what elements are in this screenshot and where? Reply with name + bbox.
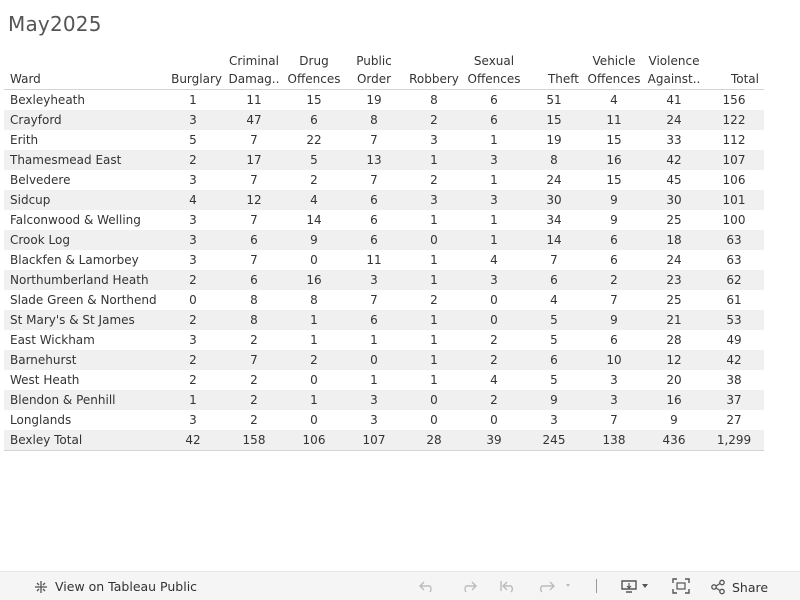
count-cell[interactable]: 1	[464, 230, 524, 250]
count-cell[interactable]: 63	[726, 253, 742, 267]
count-cell[interactable]: 2	[430, 293, 438, 307]
column-header-burglary[interactable]: Burglary	[162, 52, 224, 90]
count-cell[interactable]: 6	[370, 213, 378, 227]
table-header-row	[4, 52, 764, 90]
table-row	[4, 230, 764, 250]
column-header-public-order[interactable]: Public Order	[344, 52, 404, 90]
undo-icon[interactable]	[418, 578, 438, 594]
count-cell[interactable]: 8	[524, 150, 584, 170]
count-cell[interactable]: 2	[250, 413, 258, 427]
count-cell[interactable]: 3	[464, 270, 524, 290]
count-cell[interactable]: 25	[666, 293, 682, 307]
tableau-logo-icon	[34, 580, 48, 594]
count-cell[interactable]: 158	[224, 430, 284, 451]
view-on-tableau-link[interactable]	[34, 579, 197, 594]
count-cell[interactable]: 100	[722, 213, 746, 227]
ward-name-cell[interactable]: Slade Green & Northend	[10, 293, 157, 307]
ward-name-cell[interactable]: Erith	[10, 133, 39, 147]
count-cell[interactable]: 3	[162, 110, 224, 130]
table-row	[4, 250, 764, 270]
count-cell[interactable]: 2	[464, 350, 524, 370]
count-cell[interactable]: 4	[550, 293, 558, 307]
count-cell[interactable]: 6	[610, 333, 618, 347]
crime-table	[4, 52, 764, 451]
count-cell[interactable]: 6	[584, 230, 644, 250]
count-cell[interactable]: 3	[162, 230, 224, 250]
count-cell[interactable]: 49	[726, 333, 742, 347]
column-header-sexual-offences[interactable]: Sexual Offences	[464, 52, 524, 90]
count-cell[interactable]: 0	[430, 413, 438, 427]
count-cell[interactable]: 6	[284, 110, 344, 130]
ward-name-cell[interactable]: West Heath	[10, 373, 80, 387]
total-row	[4, 430, 764, 451]
table-row	[4, 110, 764, 130]
view-on-tableau-label: View on Tableau Public	[55, 579, 198, 594]
count-cell[interactable]: 9	[524, 390, 584, 410]
count-cell[interactable]: 25	[666, 213, 682, 227]
count-cell[interactable]: 39	[464, 430, 524, 451]
count-cell[interactable]: 436	[644, 430, 704, 451]
count-cell[interactable]: 6	[490, 93, 498, 107]
count-cell[interactable]: 1	[284, 310, 344, 330]
ward-name-cell[interactable]: Barnehurst	[4, 350, 162, 370]
redo-icon[interactable]	[458, 578, 478, 594]
ward-name-cell[interactable]: Blackfen & Lamorbey	[10, 253, 139, 267]
count-cell[interactable]: 12	[224, 190, 284, 210]
count-cell[interactable]: 1	[490, 173, 498, 187]
download-icon[interactable]	[620, 578, 652, 594]
count-cell[interactable]: 2	[250, 333, 258, 347]
count-cell[interactable]: 47	[224, 110, 284, 130]
count-cell[interactable]: 3	[430, 133, 438, 147]
count-cell[interactable]: 101	[704, 190, 764, 210]
count-cell[interactable]: 2	[162, 350, 224, 370]
count-cell[interactable]: 16	[284, 270, 344, 290]
count-cell[interactable]: 106	[722, 173, 746, 187]
count-cell[interactable]: 106	[284, 430, 344, 451]
count-cell[interactable]: 42	[704, 350, 764, 370]
column-header-ward[interactable]: Ward	[4, 52, 162, 90]
count-cell[interactable]: 7	[250, 133, 258, 147]
count-cell[interactable]: 2	[189, 373, 197, 387]
count-cell[interactable]: 6	[224, 270, 284, 290]
count-cell[interactable]: 4	[162, 190, 224, 210]
count-cell[interactable]: 1	[404, 350, 464, 370]
count-cell[interactable]: 24	[666, 253, 682, 267]
table-row	[4, 410, 764, 430]
count-cell[interactable]: 7	[250, 213, 258, 227]
count-cell[interactable]: 37	[704, 390, 764, 410]
count-cell[interactable]: 3	[189, 413, 197, 427]
count-cell[interactable]: 30	[524, 190, 584, 210]
ward-name-cell[interactable]: Longlands	[10, 413, 72, 427]
count-cell[interactable]: 2	[162, 150, 224, 170]
count-cell[interactable]: 34	[546, 213, 562, 227]
count-cell[interactable]: 2	[490, 333, 498, 347]
count-cell[interactable]: 13	[344, 150, 404, 170]
count-cell[interactable]: 42	[162, 430, 224, 451]
count-cell[interactable]: 1	[310, 333, 318, 347]
table-row	[4, 190, 764, 210]
count-cell[interactable]: 3	[404, 190, 464, 210]
count-cell[interactable]: 6	[464, 110, 524, 130]
count-cell[interactable]: 6	[344, 230, 404, 250]
count-cell[interactable]: 1	[404, 270, 464, 290]
count-cell[interactable]: 11	[584, 110, 644, 130]
count-cell[interactable]: 1	[430, 253, 438, 267]
count-cell[interactable]: 6	[524, 270, 584, 290]
count-cell[interactable]: 6	[610, 253, 618, 267]
toolbar-separator	[596, 579, 597, 593]
count-cell[interactable]: 3	[550, 413, 558, 427]
count-cell[interactable]: 20	[666, 373, 682, 387]
count-cell[interactable]: 0	[189, 293, 197, 307]
count-cell[interactable]: 14	[306, 213, 322, 227]
count-cell[interactable]: 3	[344, 390, 404, 410]
table-row	[4, 310, 764, 330]
count-cell[interactable]: 28	[404, 430, 464, 451]
count-cell[interactable]: 7	[610, 413, 618, 427]
count-cell[interactable]: 5	[550, 333, 558, 347]
count-cell[interactable]: 16	[584, 150, 644, 170]
count-cell[interactable]: 7	[250, 173, 258, 187]
ward-name-cell[interactable]: Belvedere	[10, 173, 71, 187]
ward-name-cell[interactable]: Crook Log	[4, 230, 162, 250]
count-cell[interactable]: 3	[189, 253, 197, 267]
count-cell[interactable]: 2	[430, 173, 438, 187]
table-row	[4, 130, 764, 150]
count-cell[interactable]: 1	[404, 310, 464, 330]
count-cell[interactable]: 19	[546, 133, 562, 147]
count-cell[interactable]: 3	[610, 373, 618, 387]
count-cell[interactable]: 1	[370, 333, 378, 347]
count-cell[interactable]: 6	[224, 230, 284, 250]
count-cell[interactable]: 1	[404, 150, 464, 170]
count-cell[interactable]: 0	[464, 310, 524, 330]
count-cell[interactable]: 3	[189, 333, 197, 347]
count-cell[interactable]: 107	[704, 150, 764, 170]
count-cell[interactable]: 10	[584, 350, 644, 370]
tableau-toolbar	[0, 571, 800, 600]
count-cell[interactable]: 7	[250, 253, 258, 267]
count-cell[interactable]: 11	[246, 93, 262, 107]
count-cell[interactable]: 2	[250, 373, 258, 387]
count-cell[interactable]: 2	[284, 350, 344, 370]
count-cell[interactable]: 41	[666, 93, 682, 107]
count-cell[interactable]: 245	[524, 430, 584, 451]
count-cell[interactable]: 5	[524, 310, 584, 330]
count-cell[interactable]: 3	[189, 173, 197, 187]
total-label[interactable]: Bexley Total	[4, 430, 162, 451]
count-cell[interactable]: 3	[584, 390, 644, 410]
count-cell[interactable]: 51	[546, 93, 562, 107]
fullscreen-icon[interactable]	[672, 578, 690, 594]
count-cell[interactable]: 8	[250, 293, 258, 307]
count-cell[interactable]: 15	[524, 110, 584, 130]
count-cell[interactable]: 9	[584, 310, 644, 330]
count-cell[interactable]: 7	[370, 293, 378, 307]
count-cell[interactable]: 1	[430, 213, 438, 227]
count-cell[interactable]: 2	[404, 110, 464, 130]
count-cell[interactable]: 15	[606, 173, 622, 187]
share-button[interactable]	[710, 579, 768, 595]
count-cell[interactable]: 0	[404, 390, 464, 410]
count-cell[interactable]: 4	[284, 190, 344, 210]
count-cell[interactable]: 1	[370, 373, 378, 387]
count-cell[interactable]: 22	[306, 133, 322, 147]
column-header-vehicle-offences[interactable]: Vehicle Offences	[584, 52, 644, 90]
count-cell[interactable]: 1	[162, 390, 224, 410]
count-cell[interactable]: 3	[344, 270, 404, 290]
count-cell[interactable]: 2	[464, 390, 524, 410]
count-cell[interactable]: 42	[644, 150, 704, 170]
count-cell[interactable]: 7	[610, 293, 618, 307]
count-cell[interactable]: 14	[524, 230, 584, 250]
count-cell[interactable]: 0	[310, 253, 318, 267]
ward-name-cell[interactable]: Crayford	[4, 110, 162, 130]
revert-icon[interactable]	[498, 578, 518, 594]
column-header-total[interactable]: Total	[704, 52, 764, 90]
count-cell[interactable]: 33	[666, 133, 682, 147]
ward-name-cell[interactable]: Thamesmead East	[4, 150, 162, 170]
count-cell[interactable]: 8	[310, 293, 318, 307]
count-cell[interactable]: 2	[584, 270, 644, 290]
ward-name-cell[interactable]: Falconwood & Welling	[10, 213, 141, 227]
count-cell[interactable]: 18	[644, 230, 704, 250]
ward-name-cell[interactable]: Bexleyheath	[10, 93, 85, 107]
column-header-robbery[interactable]: Robbery	[404, 52, 464, 90]
count-cell[interactable]: 8	[224, 310, 284, 330]
count-cell[interactable]: 9	[584, 190, 644, 210]
count-cell[interactable]: 1	[430, 333, 438, 347]
count-cell[interactable]: 2	[162, 270, 224, 290]
count-cell[interactable]: 6	[344, 310, 404, 330]
table-row	[4, 150, 764, 170]
count-cell[interactable]: 3	[464, 150, 524, 170]
count-cell[interactable]: 2	[162, 310, 224, 330]
count-cell[interactable]: 5	[284, 150, 344, 170]
table-row	[4, 290, 764, 310]
count-cell[interactable]: 9	[284, 230, 344, 250]
column-header-criminal-damage[interactable]: Criminal Damag..	[224, 52, 284, 90]
count-cell[interactable]: 23	[644, 270, 704, 290]
count-cell[interactable]: 53	[704, 310, 764, 330]
count-cell[interactable]: 3	[189, 213, 197, 227]
count-cell[interactable]: 6	[524, 350, 584, 370]
count-cell[interactable]: 138	[584, 430, 644, 451]
count-cell[interactable]: 8	[344, 110, 404, 130]
count-cell[interactable]: 1,299	[704, 430, 764, 451]
count-cell[interactable]: 3	[370, 413, 378, 427]
count-cell[interactable]: 63	[704, 230, 764, 250]
table-row	[4, 350, 764, 370]
count-cell[interactable]: 12	[644, 350, 704, 370]
count-cell[interactable]: 5	[189, 133, 197, 147]
share-icon	[710, 579, 726, 595]
count-cell[interactable]: 4	[490, 253, 498, 267]
count-cell[interactable]: 7	[550, 253, 558, 267]
count-cell[interactable]: 156	[722, 93, 746, 107]
count-cell[interactable]: 7	[370, 133, 378, 147]
count-cell[interactable]: 2	[224, 390, 284, 410]
count-cell[interactable]: 7	[224, 350, 284, 370]
table-row	[4, 270, 764, 290]
count-cell[interactable]: 4	[490, 373, 498, 387]
count-cell[interactable]: 0	[344, 350, 404, 370]
ward-name-cell[interactable]: Blendon & Penhill	[4, 390, 162, 410]
count-cell[interactable]: 27	[726, 413, 742, 427]
count-cell[interactable]: 9	[670, 413, 678, 427]
column-header-drug-offences[interactable]: Drug Offences	[284, 52, 344, 90]
share-label: Share	[732, 579, 769, 595]
count-cell[interactable]: 38	[726, 373, 742, 387]
count-cell[interactable]: 0	[310, 373, 318, 387]
count-cell[interactable]: 15	[606, 133, 622, 147]
count-cell[interactable]: 0	[490, 413, 498, 427]
column-header-violence-against[interactable]: Violence Against..	[644, 52, 704, 90]
ward-name-cell[interactable]: St Mary's & St James	[4, 310, 162, 330]
count-cell[interactable]: 112	[722, 133, 746, 147]
count-cell[interactable]: 28	[666, 333, 682, 347]
table-row	[4, 210, 764, 230]
table-row	[4, 370, 764, 390]
count-cell[interactable]: 11	[366, 253, 382, 267]
count-cell[interactable]: 6	[344, 190, 404, 210]
count-cell[interactable]: 17	[224, 150, 284, 170]
count-cell[interactable]: 0	[490, 293, 498, 307]
count-cell[interactable]: 24	[546, 173, 562, 187]
table-row	[4, 90, 764, 111]
ward-name-cell[interactable]: East Wickham	[10, 333, 95, 347]
count-cell[interactable]: 122	[704, 110, 764, 130]
count-cell[interactable]: 7	[370, 173, 378, 187]
ward-name-cell[interactable]: Northumberland Heath	[4, 270, 162, 290]
table-row	[4, 330, 764, 350]
count-cell[interactable]: 0	[310, 413, 318, 427]
ward-name-cell[interactable]: Sidcup	[4, 190, 162, 210]
count-cell[interactable]: 16	[644, 390, 704, 410]
count-cell[interactable]: 8	[430, 93, 438, 107]
count-cell[interactable]: 45	[666, 173, 682, 187]
count-cell[interactable]: 15	[306, 93, 322, 107]
count-cell[interactable]: 107	[344, 430, 404, 451]
count-cell[interactable]: 19	[366, 93, 382, 107]
count-cell[interactable]: 62	[704, 270, 764, 290]
count-cell[interactable]: 4	[610, 93, 618, 107]
count-cell[interactable]: 0	[404, 230, 464, 250]
count-cell[interactable]: 1	[284, 390, 344, 410]
column-header-theft[interactable]: Theft	[524, 52, 584, 90]
count-cell[interactable]: 1	[490, 133, 498, 147]
table-row	[4, 390, 764, 410]
refresh-icon[interactable]	[536, 578, 576, 594]
count-cell[interactable]: 24	[644, 110, 704, 130]
count-cell[interactable]: 1	[430, 373, 438, 387]
count-cell[interactable]: 3	[464, 190, 524, 210]
count-cell[interactable]: 2	[310, 173, 318, 187]
count-cell[interactable]: 5	[550, 373, 558, 387]
table-row	[4, 170, 764, 190]
page-title: May2025	[8, 12, 102, 36]
count-cell[interactable]: 21	[644, 310, 704, 330]
count-cell[interactable]: 1	[189, 93, 197, 107]
table-body	[4, 90, 764, 451]
count-cell[interactable]: 9	[610, 213, 618, 227]
count-cell[interactable]: 61	[726, 293, 742, 307]
count-cell[interactable]: 30	[644, 190, 704, 210]
count-cell[interactable]: 1	[490, 213, 498, 227]
